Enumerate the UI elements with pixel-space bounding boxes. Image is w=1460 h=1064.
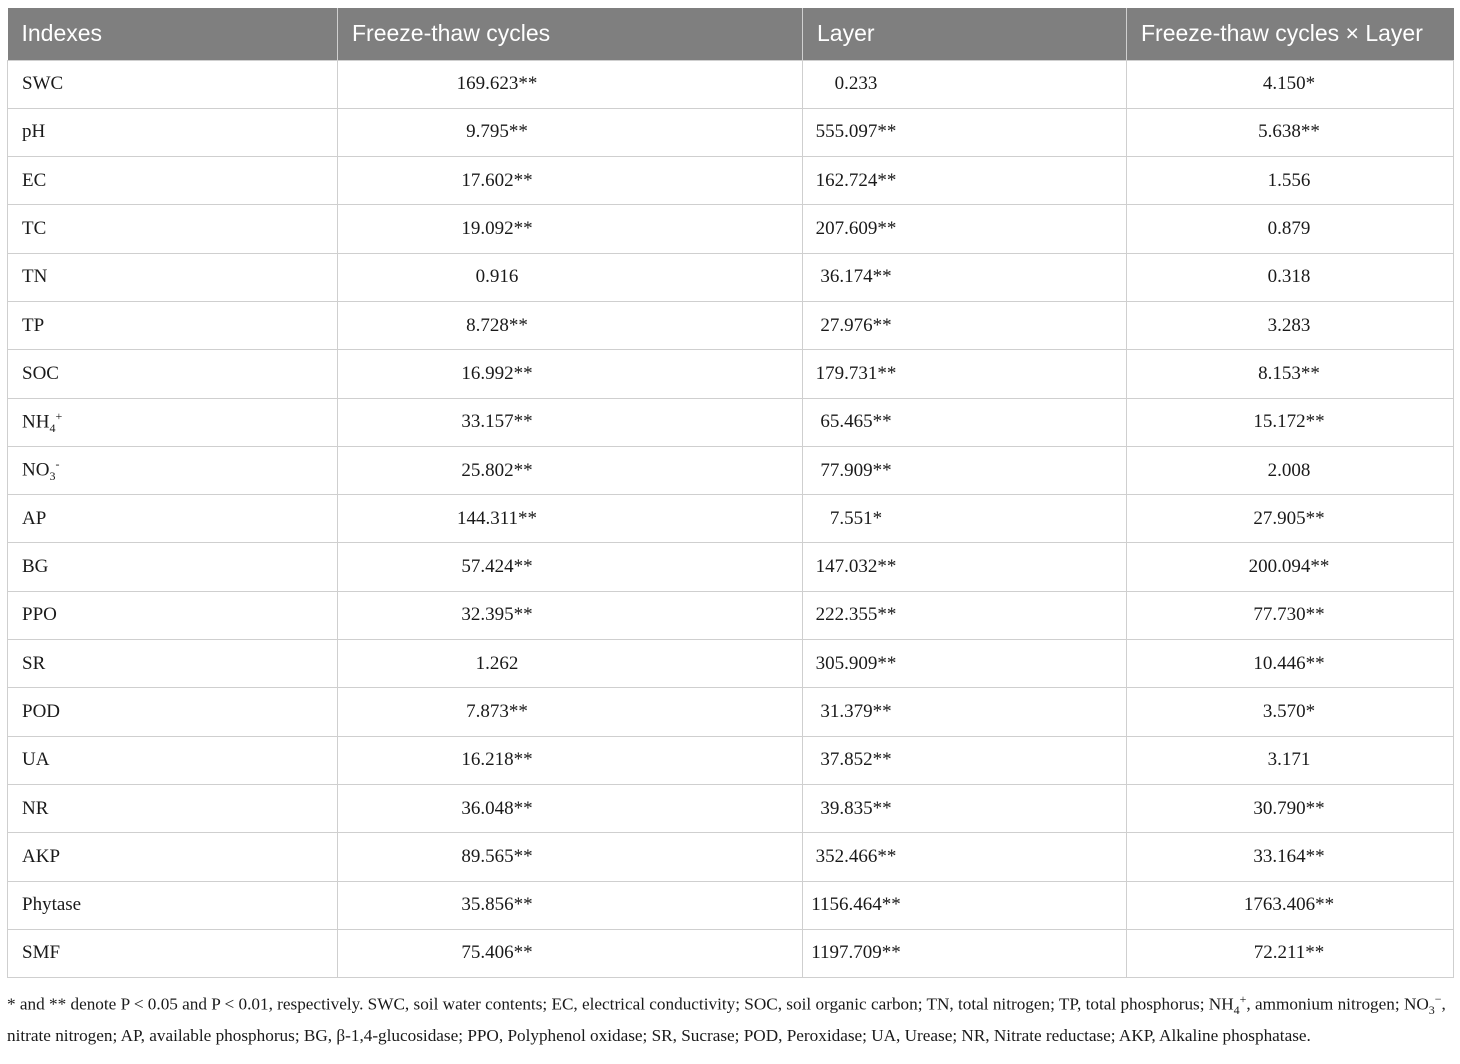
interaction-value: 3.283 bbox=[1267, 314, 1311, 336]
data-table-container bbox=[7, 8, 1453, 978]
layer-value: 1197.709** bbox=[811, 942, 901, 964]
interaction-value: 1763.406** bbox=[1243, 894, 1335, 916]
header-layer: Layer bbox=[803, 8, 1127, 60]
layer-value: 207.609** bbox=[815, 218, 897, 240]
footnote-part2: , ammonium nitrogen; NO bbox=[1246, 994, 1429, 1014]
freeze-thaw-value: 8.728** bbox=[466, 314, 528, 336]
interaction-value: 10.446** bbox=[1253, 652, 1325, 674]
table-row bbox=[8, 881, 1454, 929]
table-row bbox=[8, 929, 1454, 977]
freeze-thaw-value: 36.048** bbox=[461, 797, 533, 819]
table-row bbox=[8, 108, 1454, 156]
interaction-value: 27.905** bbox=[1253, 507, 1325, 529]
table-header bbox=[8, 8, 1454, 60]
index-superscript: - bbox=[55, 456, 60, 471]
interaction-value: 72.211** bbox=[1253, 942, 1325, 964]
index-cell: PPO bbox=[8, 591, 338, 639]
layer-value: 36.174** bbox=[820, 266, 892, 288]
interaction-value: 4.150* bbox=[1262, 73, 1316, 95]
interaction-value: 77.730** bbox=[1253, 604, 1325, 626]
freeze-thaw-value: 25.802** bbox=[461, 459, 533, 481]
interaction-value: 0.879 bbox=[1267, 218, 1311, 240]
interaction-value: 1.556 bbox=[1267, 169, 1311, 191]
table-row bbox=[8, 301, 1454, 349]
index-cell: TN bbox=[8, 253, 338, 301]
freeze-thaw-value: 169.623** bbox=[456, 73, 538, 95]
table-row bbox=[8, 253, 1454, 301]
layer-value: 37.852** bbox=[820, 749, 892, 771]
index-base: NH bbox=[22, 410, 50, 432]
freeze-thaw-value: 0.916 bbox=[475, 266, 519, 288]
interaction-value: 33.164** bbox=[1253, 845, 1325, 867]
index-superscript: + bbox=[55, 408, 63, 423]
freeze-thaw-value: 144.311** bbox=[456, 507, 538, 529]
layer-value: 39.835** bbox=[820, 797, 892, 819]
anova-table bbox=[7, 8, 1454, 978]
index-cell: SWC bbox=[8, 60, 338, 108]
freeze-thaw-value: 32.395** bbox=[461, 604, 533, 626]
table-row bbox=[8, 60, 1454, 108]
freeze-thaw-value: 9.795** bbox=[466, 121, 528, 143]
index-cell: TP bbox=[8, 301, 338, 349]
freeze-thaw-value: 16.218** bbox=[461, 749, 533, 771]
interaction-value: 3.570* bbox=[1262, 701, 1316, 722]
interaction-value: 200.094** bbox=[1248, 556, 1330, 578]
layer-value: 179.731** bbox=[815, 362, 897, 384]
index-base: NO bbox=[22, 459, 50, 481]
table-row bbox=[8, 736, 1454, 784]
index-cell: UA bbox=[8, 736, 338, 784]
interaction-value: 8.153** bbox=[1258, 362, 1320, 384]
interaction-value: 3.171 bbox=[1267, 749, 1311, 771]
header-freeze-thaw: Freeze-thaw cycles bbox=[338, 8, 803, 60]
interaction-value: 15.172** bbox=[1253, 411, 1325, 433]
header-interaction: Freeze-thaw cycles × Layer bbox=[1141, 20, 1423, 47]
table-row bbox=[8, 495, 1454, 543]
freeze-thaw-value: 33.157** bbox=[461, 411, 533, 433]
interaction-value: 30.790** bbox=[1253, 797, 1325, 819]
table-body bbox=[8, 60, 1454, 978]
index-cell: BG bbox=[8, 543, 338, 591]
table-row bbox=[8, 157, 1454, 205]
freeze-thaw-value: 89.565** bbox=[461, 845, 533, 867]
layer-value: 147.032** bbox=[815, 556, 897, 578]
table-row bbox=[8, 833, 1454, 881]
table-row bbox=[8, 350, 1454, 398]
table-row bbox=[8, 591, 1454, 639]
layer-value: 7.551* bbox=[829, 507, 883, 529]
footnote-no-sup: − bbox=[1434, 992, 1442, 1006]
index-cell: POD bbox=[8, 688, 338, 736]
freeze-thaw-value: 19.092** bbox=[461, 218, 533, 240]
index-cell bbox=[8, 398, 338, 446]
interaction-value: 5.638** bbox=[1258, 121, 1320, 143]
layer-value: 555.097** bbox=[815, 121, 897, 143]
table-row bbox=[8, 543, 1454, 591]
index-cell: TC bbox=[8, 205, 338, 253]
layer-value: 162.724** bbox=[815, 169, 897, 191]
footnote-part3: , nitrate nitrogen; AP, available phosphorus; BG, β-1,4-glucosidase; PPO, Polyphenol oxidase; SR, Sucrase; POD, Peroxidase; UA, Urease; NR, Nitrate reductase; AKP, Alkaline phosphatase. bbox=[7, 994, 1446, 1046]
freeze-thaw-value: 17.602** bbox=[461, 169, 533, 191]
index-subscript: 4 bbox=[49, 420, 56, 435]
footnote-nh-sup: + bbox=[1239, 992, 1247, 1006]
index-cell: SMF bbox=[8, 929, 338, 977]
index-cell: SR bbox=[8, 640, 338, 688]
index-cell: pH bbox=[8, 108, 338, 156]
freeze-thaw-value: 16.992** bbox=[461, 362, 533, 384]
table-row bbox=[8, 398, 1454, 446]
footnote-nh-sub: 4 bbox=[1233, 1003, 1240, 1018]
freeze-thaw-value: 1.262 bbox=[475, 652, 519, 674]
interaction-value: 0.318 bbox=[1267, 266, 1311, 288]
index-cell: EC bbox=[8, 157, 338, 205]
layer-value: 27.976** bbox=[820, 314, 892, 336]
layer-value: 305.909** bbox=[815, 652, 897, 674]
header-indexes: Indexes bbox=[8, 8, 338, 60]
interaction-value: 2.008 bbox=[1267, 459, 1311, 481]
index-cell bbox=[8, 446, 338, 494]
table-row bbox=[8, 688, 1454, 736]
footnote-part1: * and ** denote P < 0.05 and P < 0.01, respectively. SWC, soil water contents; EC, electrical conductivity; SOC, soil organic carbon; TN, total nitrogen; TP, total phosphorus; NH bbox=[7, 994, 1234, 1014]
index-cell: SOC bbox=[8, 350, 338, 398]
freeze-thaw-value: 7.873** bbox=[466, 701, 528, 722]
table-row bbox=[8, 205, 1454, 253]
table-row bbox=[8, 784, 1454, 832]
freeze-thaw-value: 57.424** bbox=[461, 556, 533, 578]
layer-value: 65.465** bbox=[820, 411, 892, 433]
freeze-thaw-value: 75.406** bbox=[461, 942, 533, 964]
index-cell: AP bbox=[8, 495, 338, 543]
layer-value: 1156.464** bbox=[811, 894, 901, 916]
layer-value: 0.233 bbox=[834, 73, 878, 95]
freeze-thaw-value: 35.856** bbox=[461, 894, 533, 916]
index-cell: NR bbox=[8, 784, 338, 832]
header-row bbox=[8, 8, 1454, 60]
table-row bbox=[8, 446, 1454, 494]
layer-value: 352.466** bbox=[815, 845, 897, 867]
index-cell: Phytase bbox=[8, 881, 338, 929]
layer-value: 77.909** bbox=[820, 459, 892, 481]
layer-value: 222.355** bbox=[815, 604, 897, 626]
layer-value: 31.379** bbox=[820, 701, 892, 722]
table-footnote bbox=[7, 986, 1453, 1049]
index-cell: AKP bbox=[8, 833, 338, 881]
table-row bbox=[8, 640, 1454, 688]
footnote-no-sub: 3 bbox=[1428, 1003, 1435, 1018]
index-subscript: 3 bbox=[49, 469, 56, 484]
